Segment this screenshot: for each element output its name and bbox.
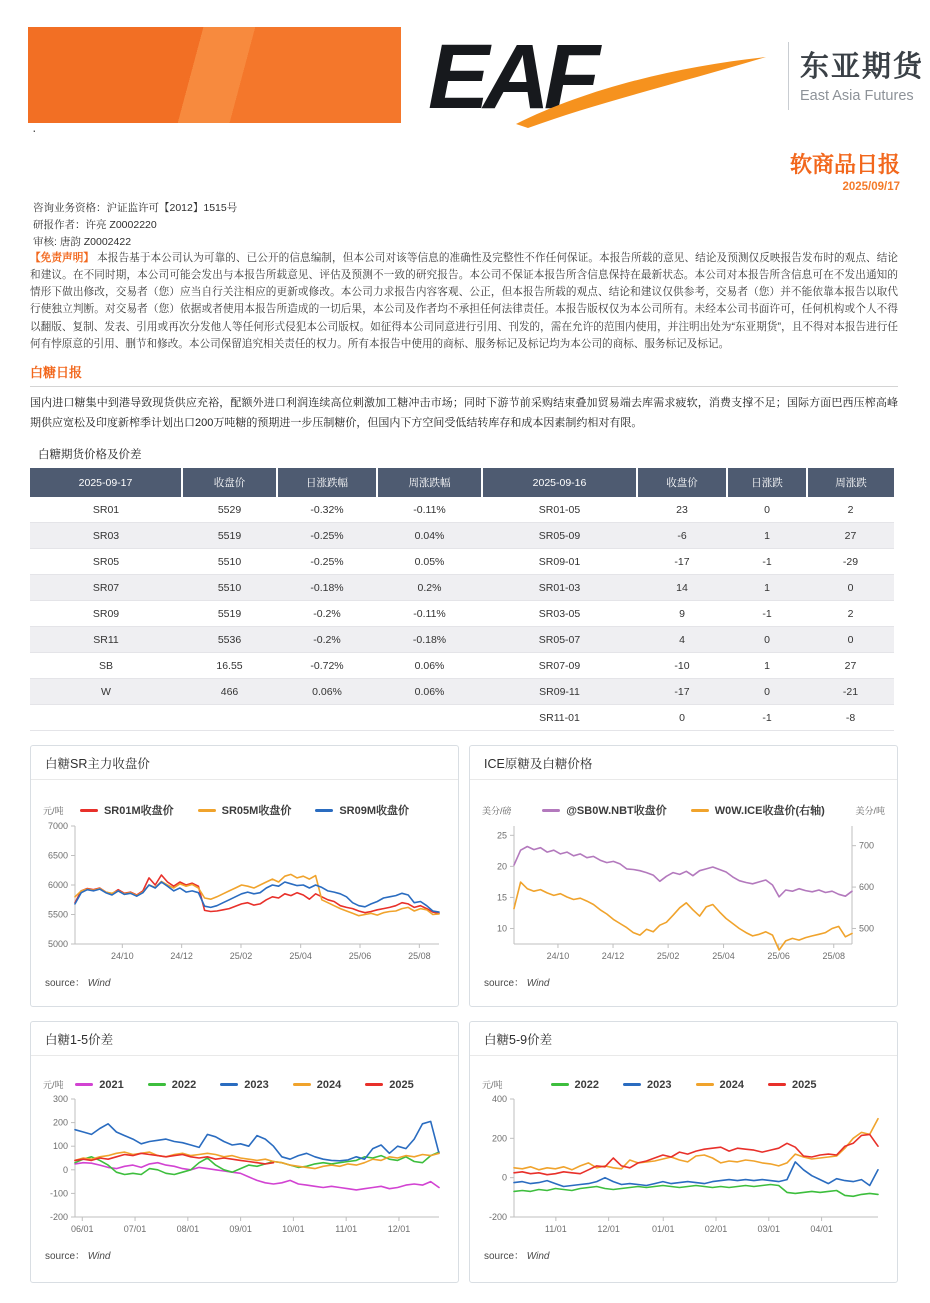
table-cell bbox=[277, 705, 377, 731]
legend-label: SR05M收盘价 bbox=[221, 805, 292, 818]
table-cell: -17 bbox=[637, 679, 727, 705]
y-axis-unit-right: 美分/吨 bbox=[855, 805, 885, 816]
svg-text:02/01: 02/01 bbox=[704, 1224, 727, 1235]
legend-label: 2022 bbox=[574, 1078, 600, 1091]
table-cell: 5536 bbox=[182, 627, 277, 653]
table-cell: W bbox=[30, 679, 182, 705]
table-header-cell: 收盘价 bbox=[182, 468, 277, 497]
table-cell: SR09-01 bbox=[482, 549, 637, 575]
svg-text:700: 700 bbox=[858, 840, 874, 851]
svg-text:0: 0 bbox=[501, 1172, 507, 1183]
table-row bbox=[30, 497, 894, 523]
table-cell: SR09-11 bbox=[482, 679, 637, 705]
legend-item bbox=[696, 1079, 744, 1091]
legend-dash-icon bbox=[293, 1083, 311, 1086]
table-row bbox=[30, 575, 894, 601]
table-cell: 0.05% bbox=[377, 549, 482, 575]
table-row bbox=[30, 653, 894, 679]
table-cell: 5510 bbox=[182, 549, 277, 575]
svg-text:24/12: 24/12 bbox=[169, 951, 193, 962]
legend-dash-icon bbox=[768, 1083, 786, 1086]
table-cell: 14 bbox=[637, 575, 727, 601]
legend-label: SR01M收盘价 bbox=[103, 805, 174, 818]
disclaimer-label: 【免责声明】 bbox=[30, 252, 95, 264]
table-cell: 466 bbox=[182, 679, 277, 705]
table-cell: -0.2% bbox=[277, 601, 377, 627]
table-cell: -8 bbox=[807, 705, 894, 731]
table-cell: -17 bbox=[637, 549, 727, 575]
legend-label: 2022 bbox=[171, 1078, 197, 1091]
eaf-letters: EAF bbox=[428, 28, 594, 128]
table-title: 白糖期货价格及价差 bbox=[38, 449, 142, 462]
table-header-cell: 2025-09-16 bbox=[482, 468, 637, 497]
legend-dash-icon bbox=[623, 1083, 641, 1086]
table-cell: 9 bbox=[637, 601, 727, 627]
table-header-cell: 日涨跌 bbox=[727, 468, 807, 497]
chart-title: 白糖5-9价差 bbox=[470, 1022, 897, 1056]
svg-text:07/01: 07/01 bbox=[123, 1224, 146, 1235]
svg-text:25/06: 25/06 bbox=[766, 951, 790, 962]
table-cell: 0.04% bbox=[377, 523, 482, 549]
table-cell: 27 bbox=[807, 523, 894, 549]
table-cell: -6 bbox=[637, 523, 727, 549]
source-label: source： bbox=[45, 1251, 86, 1263]
table-cell: -0.18% bbox=[377, 627, 482, 653]
svg-text:200: 200 bbox=[52, 1117, 68, 1128]
table-cell: SR11 bbox=[30, 627, 182, 653]
svg-text:24/12: 24/12 bbox=[601, 951, 624, 962]
legend-row bbox=[470, 1078, 897, 1091]
table-header-cell: 日涨跌幅 bbox=[277, 468, 377, 497]
legend-dash-icon bbox=[148, 1083, 166, 1086]
table-cell: SR03 bbox=[30, 523, 182, 549]
series-line bbox=[514, 882, 852, 950]
legend-label: 2021 bbox=[99, 1078, 124, 1091]
chart-title: ICE原糖及白糖价格 bbox=[470, 746, 897, 780]
table-cell: -0.11% bbox=[377, 601, 482, 627]
brand-name-en: East Asia Futures bbox=[800, 88, 914, 104]
brand-banner bbox=[28, 27, 401, 123]
chart-title: 白糖1-5价差 bbox=[31, 1022, 458, 1056]
table-cell bbox=[30, 705, 182, 731]
legend-label: SR09M收盘价 bbox=[339, 805, 410, 818]
content bbox=[30, 250, 898, 1283]
table-cell: SR11-01 bbox=[482, 705, 637, 731]
svg-text:200: 200 bbox=[491, 1133, 507, 1144]
svg-text:15: 15 bbox=[496, 892, 507, 903]
credentials-block bbox=[33, 200, 237, 251]
brand-name-cn: 东亚期货 bbox=[800, 51, 925, 83]
table-cell: SR09 bbox=[30, 601, 182, 627]
table-cell: 5519 bbox=[182, 523, 277, 549]
table-cell: 5510 bbox=[182, 575, 277, 601]
series-line bbox=[75, 874, 439, 915]
table-cell: 16.55 bbox=[182, 653, 277, 679]
table-cell: SR01-03 bbox=[482, 575, 637, 601]
section-title: 白糖日报 bbox=[30, 362, 898, 387]
table-cell bbox=[182, 705, 277, 731]
table-cell: 4 bbox=[637, 627, 727, 653]
chart-source bbox=[470, 1245, 897, 1262]
legend-item bbox=[148, 1079, 196, 1091]
series-line bbox=[514, 1119, 878, 1170]
legend-dash-icon bbox=[198, 809, 216, 812]
table-cell: SR05-07 bbox=[482, 627, 637, 653]
table-cell: -0.72% bbox=[277, 653, 377, 679]
legend-row bbox=[31, 802, 458, 818]
table-cell: SR05-09 bbox=[482, 523, 637, 549]
svg-text:25: 25 bbox=[496, 830, 507, 841]
svg-text:25/02: 25/02 bbox=[656, 951, 679, 962]
source-label: source： bbox=[484, 978, 525, 990]
legend-dash-icon bbox=[365, 1083, 383, 1086]
table-header-cell: 周涨跌幅 bbox=[377, 468, 482, 497]
legend-label: 2025 bbox=[389, 1078, 414, 1091]
table-header-cell: 周涨跌 bbox=[807, 468, 894, 497]
report-date: 2025/09/17 bbox=[842, 181, 900, 193]
price-table-body bbox=[30, 497, 894, 731]
table-row bbox=[30, 679, 894, 705]
chart-legend bbox=[551, 1079, 817, 1091]
table-cell bbox=[377, 705, 482, 731]
disclaimer-text: 本报告基于本公司认为可靠的、已公开的信息编制，但本公司对该等信息的准确性及完整性不作任何保证。本报告所载的意见、结论及预测仅反映报告发布时的观点、结论和建议。在不同时期，本公司可能会发出与本报告所载意见、评估及预测不一致的研究报告。本公司不保证本报告所含信息保持在最新状态。本公司对本报告所含信息可在不发出通知的情形下做出修改，交易者（您）应当自行关注相应的更新或修改。本公司力求报告内容客观、公正，但本报告所载的观点、结论和建议仅供参考，交易者（您）并不能依靠本报告以取代行使独立判断。对交易者（您）依据或者使用本报告所造成的一切后果，本公司及作者均不承担任何法律责任。本报告版权仅为本公司所有。未经本公司书面许可，任何机构或个人不得以翻版、复制、发表、引用或再次分发他人等任何形式侵犯本公司版权。如征得本公司同意进行引用、刊发的，需在允许的范围内使用，并注明出处为“东亚期货”，且不得对本报告进行任何有悖原意的引用、删节和修改。本公司保留追究相关责任的权力。所有本报告中使用的商标、服务标记及标记均为本公司的商标、服务标记及标记。 bbox=[30, 252, 898, 350]
table-header-cell: 2025-09-17 bbox=[30, 468, 182, 497]
svg-text:25/08: 25/08 bbox=[407, 951, 431, 962]
svg-text:25/02: 25/02 bbox=[229, 951, 252, 962]
legend-item bbox=[551, 1079, 599, 1091]
line-chart-svg bbox=[35, 820, 455, 972]
charts-grid bbox=[30, 745, 898, 1283]
table-cell: 0 bbox=[637, 705, 727, 731]
legend-item bbox=[691, 802, 825, 818]
table-header-cell: 收盘价 bbox=[637, 468, 727, 497]
svg-text:100: 100 bbox=[52, 1141, 68, 1152]
table-cell: 2 bbox=[807, 497, 894, 523]
table-cell: SB bbox=[30, 653, 182, 679]
legend-dash-icon bbox=[696, 1083, 714, 1086]
svg-text:5000: 5000 bbox=[47, 939, 68, 950]
chart-legend bbox=[542, 802, 825, 818]
svg-text:11/01: 11/01 bbox=[334, 1224, 357, 1235]
legend-item bbox=[80, 802, 174, 818]
svg-text:500: 500 bbox=[858, 923, 874, 934]
svg-text:6500: 6500 bbox=[47, 850, 68, 861]
price-table-head bbox=[30, 468, 894, 497]
source-value: Wind bbox=[526, 978, 550, 990]
svg-text:01/01: 01/01 bbox=[651, 1224, 675, 1235]
chart-body bbox=[31, 1056, 458, 1245]
y-axis-unit-left: 美分/磅 bbox=[482, 805, 512, 816]
author-line: 研报作者：许亮 Z0002220 bbox=[33, 219, 157, 231]
svg-text:-200: -200 bbox=[488, 1212, 507, 1223]
price-table bbox=[30, 468, 894, 731]
svg-text:06/01: 06/01 bbox=[70, 1224, 94, 1235]
source-value: Wind bbox=[526, 1251, 550, 1263]
chart-legend bbox=[80, 802, 409, 818]
legend-dash-icon bbox=[220, 1083, 238, 1086]
table-cell: SR05 bbox=[30, 549, 182, 575]
table-cell: -0.18% bbox=[277, 575, 377, 601]
legend-label: 2023 bbox=[244, 1078, 269, 1091]
table-cell: 5529 bbox=[182, 497, 277, 523]
source-value: Wind bbox=[87, 978, 111, 990]
legend-item bbox=[623, 1079, 671, 1091]
legend-item bbox=[365, 1079, 413, 1091]
table-cell: 23 bbox=[637, 497, 727, 523]
svg-text:400: 400 bbox=[491, 1094, 507, 1105]
table-cell: -0.11% bbox=[377, 497, 482, 523]
svg-text:12/01: 12/01 bbox=[387, 1224, 410, 1235]
table-cell: -0.25% bbox=[277, 523, 377, 549]
svg-text:03/01: 03/01 bbox=[757, 1224, 780, 1235]
legend-dash-icon bbox=[80, 809, 98, 812]
svg-text:09/01: 09/01 bbox=[228, 1224, 252, 1235]
table-cell: 0 bbox=[727, 627, 807, 653]
table-cell: -21 bbox=[807, 679, 894, 705]
chart-source bbox=[31, 1245, 458, 1262]
table-cell: -0.2% bbox=[277, 627, 377, 653]
legend-label: 2023 bbox=[647, 1078, 672, 1091]
legend-item bbox=[542, 802, 667, 818]
legend-label: 2024 bbox=[316, 1078, 342, 1091]
legend-dash-icon bbox=[75, 1083, 93, 1086]
eaf-logo bbox=[428, 28, 773, 128]
legend-dash-icon bbox=[551, 1083, 569, 1086]
table-cell: -10 bbox=[637, 653, 727, 679]
source-label: source： bbox=[45, 978, 86, 990]
table-cell: -1 bbox=[727, 601, 807, 627]
svg-text:20: 20 bbox=[496, 861, 507, 872]
chart-body bbox=[470, 780, 897, 972]
eaf-logo-graphic bbox=[428, 28, 773, 128]
svg-text:24/10: 24/10 bbox=[546, 951, 569, 962]
table-cell: SR07-09 bbox=[482, 653, 637, 679]
table-cell: SR01 bbox=[30, 497, 182, 523]
svg-text:08/01: 08/01 bbox=[176, 1224, 199, 1235]
table-row bbox=[30, 601, 894, 627]
table-cell: -1 bbox=[727, 549, 807, 575]
legend-label: @SB0W.NBT收盘价 bbox=[566, 805, 667, 818]
svg-text:5500: 5500 bbox=[47, 909, 68, 920]
table-cell: 1 bbox=[727, 575, 807, 601]
svg-text:04/01: 04/01 bbox=[809, 1224, 833, 1235]
chart-source bbox=[31, 972, 458, 989]
svg-text:11/01: 11/01 bbox=[544, 1224, 567, 1235]
svg-text:6000: 6000 bbox=[47, 880, 68, 891]
y-axis-unit-left: 元/吨 bbox=[43, 1080, 64, 1091]
svg-text:-100: -100 bbox=[49, 1188, 68, 1199]
svg-text:12/01: 12/01 bbox=[596, 1224, 620, 1235]
svg-text:25/08: 25/08 bbox=[821, 951, 845, 962]
y-axis-unit-left: 元/吨 bbox=[482, 1080, 503, 1091]
table-row bbox=[30, 627, 894, 653]
svg-text:25/06: 25/06 bbox=[348, 951, 371, 962]
table-cell: 1 bbox=[727, 523, 807, 549]
table-cell: -29 bbox=[807, 549, 894, 575]
table-cell: -0.32% bbox=[277, 497, 377, 523]
disclaimer bbox=[30, 250, 898, 353]
reviewer-line: 审核: 唐韵 Z0002422 bbox=[33, 236, 132, 248]
table-cell: SR01-05 bbox=[482, 497, 637, 523]
table-cell: 2 bbox=[807, 601, 894, 627]
chart-card-ice-sugar bbox=[469, 745, 898, 1007]
line-chart-svg bbox=[474, 1093, 894, 1245]
legend-label: W0W.ICE收盘价(右轴) bbox=[714, 805, 825, 818]
chart-card-sr-close bbox=[30, 745, 459, 1007]
svg-text:25/04: 25/04 bbox=[288, 951, 312, 962]
legend-item bbox=[198, 802, 292, 818]
legend-dash-icon bbox=[542, 809, 560, 812]
svg-text:-200: -200 bbox=[49, 1212, 68, 1223]
credential-line: 咨询业务资格：沪证监许可【2012】1515号 bbox=[33, 202, 238, 214]
table-cell: 0 bbox=[727, 679, 807, 705]
series-line bbox=[514, 1162, 878, 1187]
svg-text:10: 10 bbox=[496, 923, 507, 934]
svg-text:25/04: 25/04 bbox=[711, 951, 735, 962]
svg-text:600: 600 bbox=[858, 882, 874, 893]
legend-item bbox=[293, 1079, 341, 1091]
table-cell: SR03-05 bbox=[482, 601, 637, 627]
legend-label: 2024 bbox=[719, 1078, 744, 1091]
table-row bbox=[30, 549, 894, 575]
brand-text bbox=[800, 44, 925, 104]
svg-text:24/10: 24/10 bbox=[110, 951, 134, 962]
chart-body bbox=[470, 1056, 897, 1245]
svg-text:10/01: 10/01 bbox=[281, 1224, 305, 1235]
legend-row bbox=[470, 802, 897, 818]
chart-card-spread-5-9 bbox=[469, 1021, 898, 1283]
source-value: Wind bbox=[87, 1251, 111, 1263]
legend-item bbox=[75, 1079, 123, 1091]
table-cell: 0.06% bbox=[277, 679, 377, 705]
table-row bbox=[30, 523, 894, 549]
svg-text:7000: 7000 bbox=[47, 821, 68, 832]
chart-source bbox=[470, 972, 897, 989]
legend-label: 2025 bbox=[791, 1078, 817, 1091]
chart-body bbox=[31, 780, 458, 972]
legend-item bbox=[315, 802, 409, 818]
report-head bbox=[790, 148, 900, 193]
table-cell: 0 bbox=[807, 575, 894, 601]
section-paragraph: 国内进口糖集中到港导致现货供应充裕，配额外进口利润连续高位刺激加工糖冲击市场；同时下游节前采购结束叠加贸易端去库需求疲软，消费支撑不足；国际方面巴西压榨高峰期供应宽松及印度新榨季计划出口200万吨糖的预期进一步压制糖价，但国内下方空间受低结转库存和成本因素制约相对有限。 bbox=[30, 396, 898, 429]
table-cell: 5519 bbox=[182, 601, 277, 627]
legend-dash-icon bbox=[691, 809, 709, 812]
line-chart-svg bbox=[474, 820, 894, 972]
table-cell: 0.06% bbox=[377, 679, 482, 705]
legend-item bbox=[220, 1079, 268, 1091]
svg-text:0: 0 bbox=[62, 1164, 68, 1175]
chart-legend bbox=[75, 1079, 413, 1091]
stray-mark: · bbox=[32, 122, 37, 138]
table-cell: 0.06% bbox=[377, 653, 482, 679]
table-cell: -0.25% bbox=[277, 549, 377, 575]
y-axis-unit-left: 元/吨 bbox=[43, 805, 64, 816]
line-chart-svg bbox=[35, 1093, 455, 1245]
table-cell: 1 bbox=[727, 653, 807, 679]
brand-divider bbox=[788, 42, 789, 110]
legend-row bbox=[31, 1078, 458, 1091]
source-label: source： bbox=[484, 1251, 525, 1263]
legend-dash-icon bbox=[315, 809, 333, 812]
table-cell: SR07 bbox=[30, 575, 182, 601]
chart-card-spread-1-5 bbox=[30, 1021, 459, 1283]
series-line bbox=[514, 847, 852, 897]
table-row bbox=[30, 705, 894, 731]
table-cell: 0.2% bbox=[377, 575, 482, 601]
table-cell: 0 bbox=[807, 627, 894, 653]
svg-text:300: 300 bbox=[52, 1094, 68, 1105]
report-title: 软商品日报 bbox=[789, 152, 900, 177]
table-cell: 0 bbox=[727, 497, 807, 523]
chart-title: 白糖SR主力收盘价 bbox=[31, 746, 458, 780]
table-cell: 27 bbox=[807, 653, 894, 679]
table-cell: -1 bbox=[727, 705, 807, 731]
legend-item bbox=[768, 1079, 816, 1091]
